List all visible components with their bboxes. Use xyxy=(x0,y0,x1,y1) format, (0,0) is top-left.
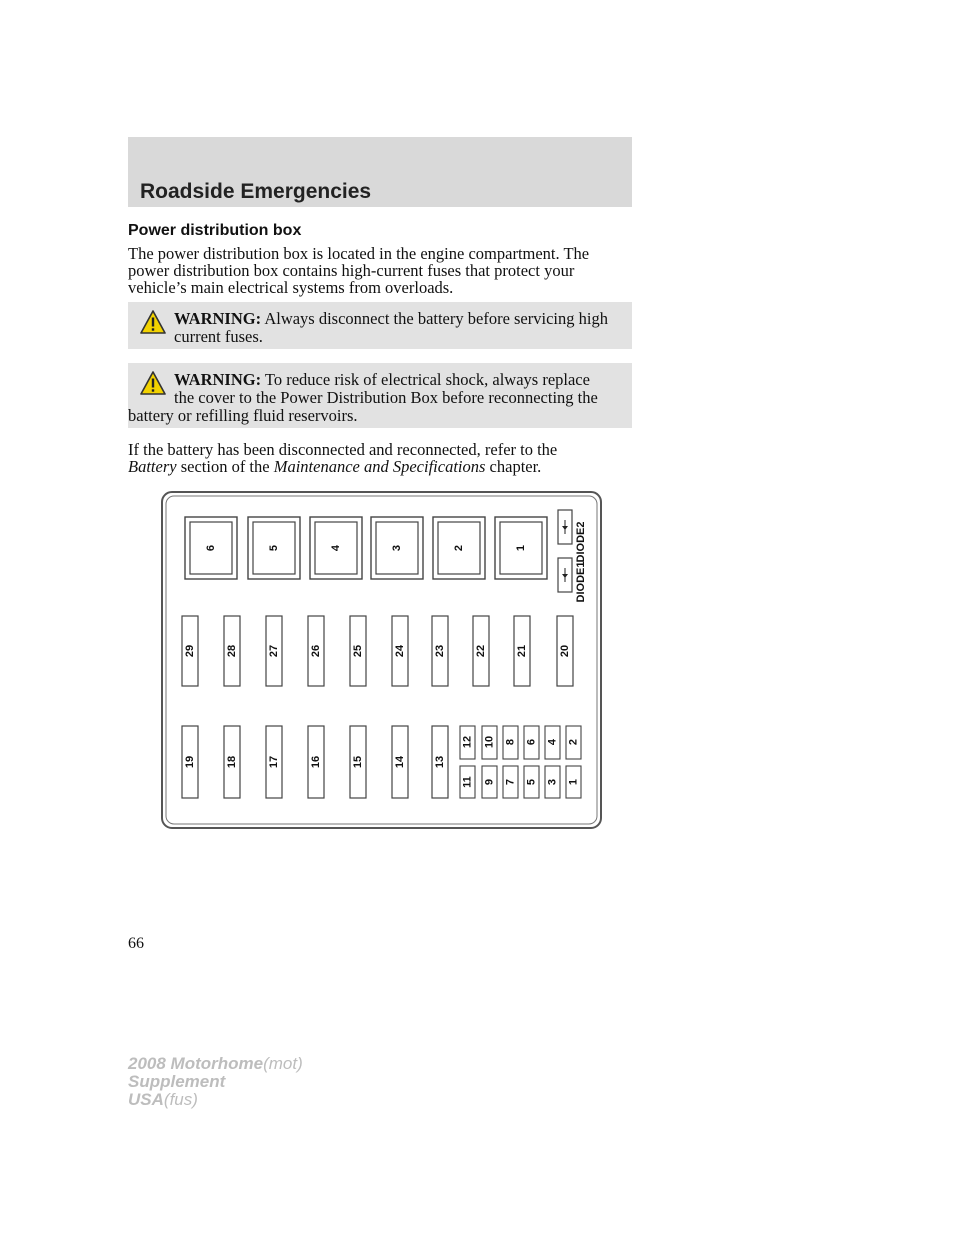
warning-box xyxy=(128,302,632,349)
fuse-label: 18 xyxy=(226,755,238,769)
battery-note-end: chapter. xyxy=(489,457,542,476)
mini-fuse-label: 6 xyxy=(525,738,538,746)
battery-note-line xyxy=(128,458,638,475)
warning-triangle-icon xyxy=(140,310,166,334)
warning-box xyxy=(128,363,632,428)
chapter-reference: Maintenance and Specifications xyxy=(273,457,486,476)
warning-triangle-icon xyxy=(140,371,166,395)
footer-supplement: Supplement xyxy=(128,1072,226,1091)
fuse-label: 24 xyxy=(394,644,406,658)
section-heading: Power distribution box xyxy=(128,222,302,239)
battery-reference: Battery xyxy=(128,457,177,476)
mini-fuse-label: 10 xyxy=(483,735,496,749)
warning-line: the cover to the Power Distribution Box before reconnecting the xyxy=(174,388,598,407)
mini-fuse-label: 8 xyxy=(504,738,517,746)
fuse-label: 23 xyxy=(434,644,446,658)
warning-label: WARNING: xyxy=(174,370,262,389)
fuse-label: 21 xyxy=(516,644,528,658)
fuse-label: 22 xyxy=(475,644,487,658)
footer-code: (mot) xyxy=(263,1054,303,1073)
fuse-label: 20 xyxy=(559,644,571,658)
battery-note-line: If the battery has been disconnected and reconnected, refer to the xyxy=(128,440,558,459)
warning-line: Always disconnect the battery before servicing high xyxy=(264,309,608,328)
mini-fuse-label: 3 xyxy=(546,778,559,786)
relay-label: 4 xyxy=(330,544,342,552)
mini-fuse-label: 2 xyxy=(567,738,580,746)
fuse-box-diagram xyxy=(160,490,603,830)
intro-line: power distribution box contains high-current fuses that protect your xyxy=(128,261,575,280)
warning-line: To reduce risk of electrical shock, always replace xyxy=(264,370,590,389)
relay-label: 2 xyxy=(453,544,465,552)
mini-fuse-label: 1 xyxy=(567,778,580,786)
mini-fuse-label: 12 xyxy=(461,735,474,749)
relay-label: 3 xyxy=(391,544,403,552)
warning-text xyxy=(174,371,622,407)
fuse-label: 25 xyxy=(352,644,364,658)
fuse-label: 16 xyxy=(310,755,322,769)
battery-note-mid: section of the xyxy=(180,457,270,476)
page-title: Roadside Emergencies xyxy=(140,180,372,203)
relay-label: 5 xyxy=(268,544,280,552)
fuse-label: 27 xyxy=(268,644,280,658)
fuse-label: 13 xyxy=(434,755,446,769)
warning-text-wrap xyxy=(128,407,358,425)
intro-paragraph xyxy=(128,245,638,296)
footer xyxy=(128,1055,303,1109)
mini-fuse-label: 5 xyxy=(525,778,538,786)
warning-label: WARNING: xyxy=(174,309,262,328)
warning-line: current fuses. xyxy=(174,327,263,346)
intro-line: vehicle’s main electrical systems from overloads. xyxy=(128,278,454,297)
mini-fuse-label: 7 xyxy=(504,778,517,786)
relay-label: 1 xyxy=(515,544,527,552)
page-number: 66 xyxy=(128,935,144,952)
warning-text xyxy=(174,310,622,346)
fuse-label: 28 xyxy=(226,644,238,658)
battery-note xyxy=(128,441,638,475)
intro-line: The power distribution box is located in the engine compartment. The xyxy=(128,244,590,263)
footer-title: 2008 Motorhome xyxy=(128,1054,264,1073)
fuse-label: 14 xyxy=(394,755,406,769)
mini-fuse-label: 4 xyxy=(546,738,559,746)
fuse-label: 17 xyxy=(268,755,280,769)
mini-fuse-label: 9 xyxy=(483,778,496,786)
diode-label: DIODE1 xyxy=(575,561,587,603)
fuse-label: 19 xyxy=(184,755,196,769)
fuse-label: 29 xyxy=(184,644,196,658)
fuse-label: 15 xyxy=(352,755,364,769)
footer-market: USA xyxy=(128,1090,164,1109)
fuse-label: 26 xyxy=(310,644,322,658)
warning-line: battery or refilling fluid reservoirs. xyxy=(128,406,358,425)
diode-label: DIODE2 xyxy=(575,521,587,563)
mini-fuse-label: 11 xyxy=(461,776,474,788)
relay-label: 6 xyxy=(205,544,217,552)
footer-market-code: (fus) xyxy=(163,1090,198,1109)
